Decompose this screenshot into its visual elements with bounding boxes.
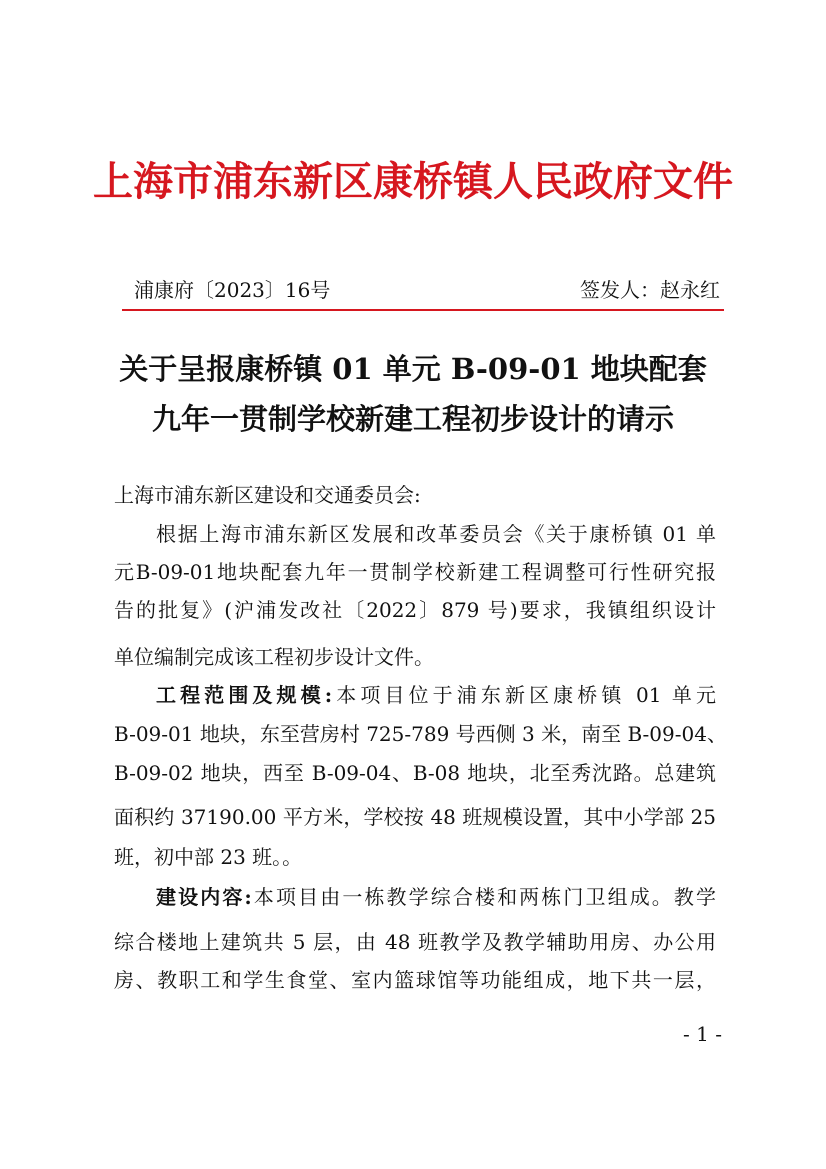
paragraph-2-text-1: 本项目位于浦东新区康桥镇 01 单元	[332, 683, 716, 707]
paragraph-3-line-3: 房、教职工和学生食堂、室内篮球馆等功能组成，地下共一层，	[114, 968, 716, 992]
paragraph-2-line-4: 面积约 37190.00 平方米，学校按 48 班规模设置，其中小学部 25	[114, 805, 716, 829]
signer: 签发人：赵永红	[580, 278, 720, 302]
paragraph-1-line-1: 根据上海市浦东新区发展和改革委员会《关于康桥镇 01 单	[156, 522, 716, 546]
page-number: - 1 -	[683, 1022, 722, 1046]
paragraph-3-line-2: 综合楼地上建筑共 5 层，由 48 班教学及教学辅助用房、办公用	[114, 930, 716, 954]
paragraph-1-line-2: 元B-09-01地块配套九年一贯制学校新建工程调整可行性研究报	[114, 560, 716, 584]
paragraph-2-line-3: B-09-02 地块，西至 B-09-04、B-08 地块，北至秀沈路。总建筑	[114, 761, 716, 785]
paragraph-1-line-3: 告的批复》(沪浦发改社〔2022〕879 号)要求，我镇组织设计	[114, 598, 716, 622]
addressee: 上海市浦东新区建设和交通委员会:	[114, 483, 421, 507]
document-number: 浦康府〔2023〕16号	[134, 278, 331, 302]
document-meta-line	[134, 274, 720, 306]
scope-heading: 工程范围及规模:	[156, 683, 333, 707]
paragraph-2-line-2: B-09-01 地块，东至营房村 725-789 号西侧 3 米，南至 B-09-04、	[114, 722, 727, 746]
paragraph-2-line-1	[156, 678, 716, 712]
paragraph-3-text-1: 本项目由一栋教学综合楼和两栋门卫组成。教学	[251, 885, 717, 909]
document-title-line-2: 九年一贯制学校新建工程初步设计的请示	[151, 402, 674, 436]
paragraph-3-line-1	[156, 880, 716, 914]
content-heading: 建设内容:	[156, 885, 252, 909]
masthead: 上海市浦东新区康桥镇人民政府文件	[93, 158, 733, 205]
document-title-line-1: 关于呈报康桥镇 01 单元 B-09-01 地块配套	[119, 352, 707, 386]
red-separator-rule	[122, 309, 724, 311]
paragraph-1-line-4: 单位编制完成该工程初步设计文件。	[114, 645, 434, 669]
paragraph-2-line-5: 班，初中部 23 班。。	[114, 845, 303, 869]
